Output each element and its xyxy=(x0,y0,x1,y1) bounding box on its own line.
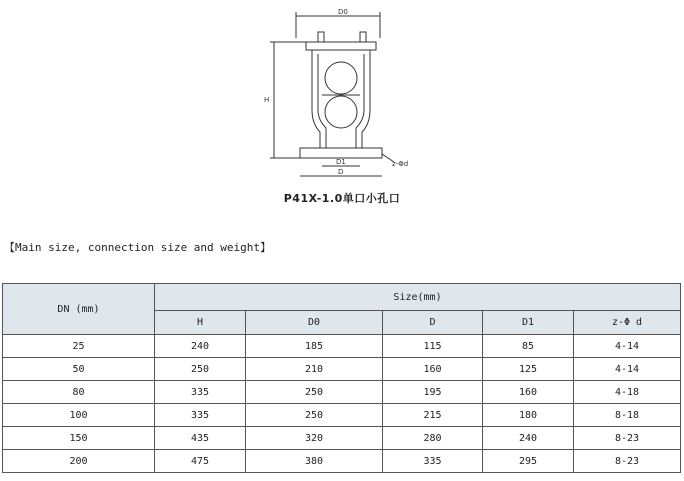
cell-h: 250 xyxy=(155,358,246,381)
section-title: 【Main size, connection size and weight】 xyxy=(4,241,272,254)
cell-d0: 210 xyxy=(246,358,383,381)
cell-h: 435 xyxy=(155,427,246,450)
float-ball-upper xyxy=(325,62,357,94)
cell-d: 280 xyxy=(383,427,483,450)
cell-d1: 295 xyxy=(483,450,574,473)
col-header-d1: D1 xyxy=(483,311,574,335)
dim-label-h: H xyxy=(264,96,270,104)
cell-d1: 160 xyxy=(483,381,574,404)
cell-d1: 180 xyxy=(483,404,574,427)
col-header-h: H xyxy=(155,311,246,335)
table-row xyxy=(3,427,681,450)
cell-dn: 50 xyxy=(3,358,155,381)
cell-dn: 80 xyxy=(3,381,155,404)
cell-d1: 125 xyxy=(483,358,574,381)
drawing-caption: P41X-1.0单口小孔口 xyxy=(283,192,401,205)
dim-label-d1: D1 xyxy=(336,158,346,166)
cell-bolts: 8-23 xyxy=(574,427,681,450)
cell-bolts: 4-14 xyxy=(574,358,681,381)
cell-h: 335 xyxy=(155,404,246,427)
cell-d: 160 xyxy=(383,358,483,381)
cell-h: 475 xyxy=(155,450,246,473)
cell-dn: 150 xyxy=(3,427,155,450)
col-header-bolts: z-Φ d xyxy=(574,311,681,335)
cell-bolts: 8-23 xyxy=(574,450,681,473)
cell-d0: 250 xyxy=(246,381,383,404)
table-row xyxy=(3,404,681,427)
cell-bolts: 4-14 xyxy=(574,335,681,358)
table-row xyxy=(3,335,681,358)
cell-d1: 85 xyxy=(483,335,574,358)
cell-d: 115 xyxy=(383,335,483,358)
float-ball-lower xyxy=(325,96,357,128)
cell-d0: 185 xyxy=(246,335,383,358)
cell-dn: 200 xyxy=(3,450,155,473)
valve-body xyxy=(312,50,370,148)
col-header-d0: D0 xyxy=(246,311,383,335)
valve-drawing-svg xyxy=(262,6,422,186)
cell-d0: 380 xyxy=(246,450,383,473)
valve-drawing xyxy=(262,6,422,186)
cell-dn: 25 xyxy=(3,335,155,358)
cell-d: 215 xyxy=(383,404,483,427)
cell-h: 335 xyxy=(155,381,246,404)
cell-d0: 250 xyxy=(246,404,383,427)
cell-bolts: 8-18 xyxy=(574,404,681,427)
table-row xyxy=(3,450,681,473)
table-row xyxy=(3,381,681,404)
valve-cover xyxy=(306,42,376,50)
spec-table xyxy=(2,283,681,473)
bolt-right xyxy=(360,32,366,42)
cell-bolts: 4-18 xyxy=(574,381,681,404)
cell-dn: 100 xyxy=(3,404,155,427)
dim-label-d0: D0 xyxy=(338,8,348,16)
dim-label-bolts: z-Φd xyxy=(392,160,409,168)
valve-body-inner xyxy=(318,54,364,148)
col-header-d: D xyxy=(383,311,483,335)
bolt-left xyxy=(318,32,324,42)
bottom-flange xyxy=(300,148,382,158)
cell-d0: 320 xyxy=(246,427,383,450)
table-row xyxy=(3,358,681,381)
dim-label-d: D xyxy=(338,168,344,176)
cell-d: 195 xyxy=(383,381,483,404)
cell-h: 240 xyxy=(155,335,246,358)
size-header: Size(mm) xyxy=(155,284,681,311)
dn-header: DN (mm) xyxy=(3,284,155,335)
cell-d1: 240 xyxy=(483,427,574,450)
cell-d: 335 xyxy=(383,450,483,473)
